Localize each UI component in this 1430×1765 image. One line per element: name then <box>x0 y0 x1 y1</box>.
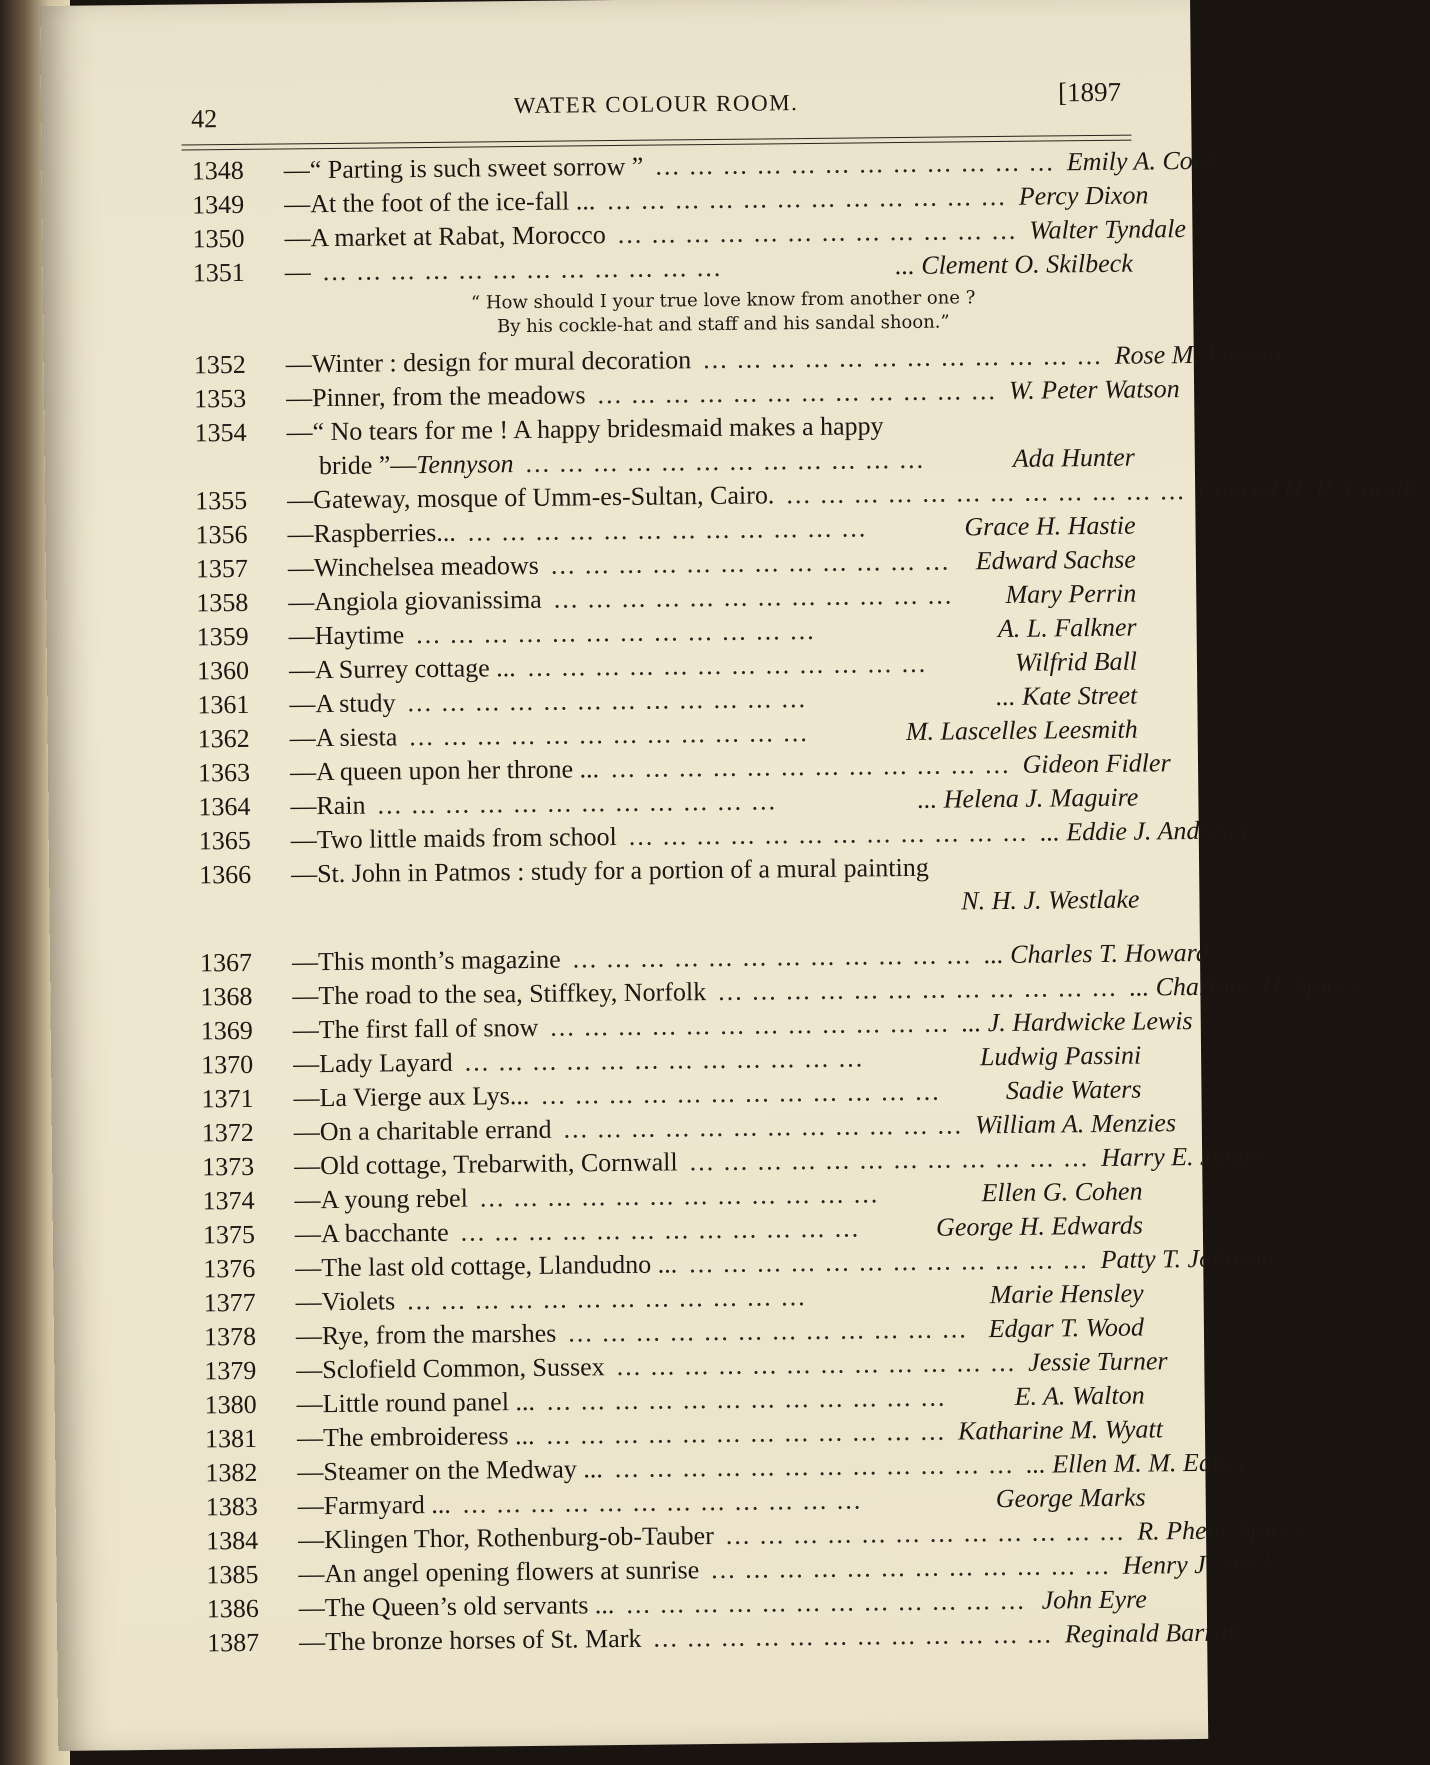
entry-number: 1377 <box>203 1287 256 1318</box>
entry-number: 1381 <box>204 1423 258 1454</box>
entry-number: 1356 <box>195 519 248 550</box>
entry-artist: ... Kate Street <box>995 680 1138 712</box>
entry-artist: W. Peter Watson <box>1008 374 1180 405</box>
leader-dots: ... ... ... ... ... ... ... ... ... ... ... ... <box>597 376 998 410</box>
entry-dash: — <box>295 1321 323 1351</box>
entry-number: 1360 <box>196 655 250 686</box>
entry-dash: — <box>293 1083 320 1113</box>
entry-title: Two little maids from school <box>316 822 617 855</box>
entry-number: 1366 <box>198 859 252 890</box>
entry-dash: — <box>297 1525 325 1555</box>
entry-artist: Reginald Barratt <box>1064 1617 1242 1649</box>
quotation-line: By his cockle-hat and staff and his sandal shoon.” <box>497 311 950 338</box>
entry-artist: Conrad H. R. Carelli <box>1197 473 1418 505</box>
entry-number: 1352 <box>193 349 246 380</box>
leader-dots: ... ... ... ... ... ... ... ... ... ... ... ... <box>409 718 809 752</box>
entry-title: Pinner, from the meadows <box>311 380 586 413</box>
entry-number: 1373 <box>202 1151 255 1182</box>
entry-artist: E. A. Walton <box>1014 1380 1145 1411</box>
leader-dots: ... ... ... ... ... ... ... ... ... ... ... ... <box>653 1619 1054 1653</box>
leader-dots: ... ... ... ... ... ... ... ... ... ... ... ... <box>407 684 808 718</box>
entry-title: At the foot of the ice-fall ... <box>309 186 596 219</box>
entry-title: The road to the sea, Stiffkey, Norfolk <box>318 977 707 1011</box>
catalogue-entry <box>194 407 1135 485</box>
entry-dash: — <box>285 383 313 413</box>
entry-number: 1375 <box>202 1219 256 1250</box>
entry-dash: — <box>287 553 315 583</box>
leader-dots: ... ... ... ... ... ... ... ... ... ... ... ... <box>460 1213 861 1247</box>
entry-number: 1368 <box>200 981 253 1012</box>
entry-title: Little round panel ... <box>322 1386 536 1419</box>
entry-dash: — <box>286 417 313 447</box>
entry-artist: ... Ellen M. M. Eaton <box>1026 1447 1246 1479</box>
entry-dash: — <box>290 825 317 855</box>
page-header <box>181 76 1131 134</box>
leader-dots: ... ... ... ... ... ... ... ... ... ... ... ... <box>322 252 723 287</box>
entry-title: Winter : design for mural decoration <box>311 345 692 379</box>
entry-title: Violets <box>321 1286 396 1317</box>
entry-title: A young rebel <box>320 1183 469 1215</box>
entry-number: 1354 <box>194 417 247 448</box>
entry-dash: — <box>296 1423 324 1453</box>
entry-number: 1353 <box>194 383 247 414</box>
leader-dots: ... ... ... ... ... ... ... ... ... ... ... ... <box>553 580 954 614</box>
catalogue-page <box>40 0 1418 1751</box>
leader-dots: ... ... ... ... ... ... ... ... ... ... ... ... <box>541 1076 941 1110</box>
entry-title: The last old cottage, Llandudno ... <box>321 1249 678 1283</box>
entry-number: 1349 <box>191 189 245 220</box>
year-label: [1897 <box>1057 76 1122 108</box>
entry-title: Winchelsea meadows <box>313 550 540 583</box>
entry-dash: — <box>296 1389 323 1419</box>
entry-artist: Ludwig Passini <box>979 1040 1142 1072</box>
entry-dash: — <box>290 859 318 889</box>
entry-artist: Jessie Turner <box>1028 1346 1168 1377</box>
entry-number: 1376 <box>203 1253 256 1284</box>
entry-number: 1359 <box>196 621 249 652</box>
entry-title: Klingen Thor, Rothenburg-ob-Tauber <box>323 1521 714 1555</box>
entry-title: The first fall of snow <box>318 1012 539 1045</box>
leader-dots: ... ... ... ... ... ... ... ... ... ... ... ... <box>525 444 926 478</box>
entry-title: A queen upon her throne ... <box>315 754 600 787</box>
entry-group <box>191 145 1218 291</box>
leader-dots: ... ... ... ... ... ... ... ... ... ... ... ... <box>786 476 1186 510</box>
entry-number: 1361 <box>197 689 250 720</box>
entry-title: Angiola giovanissima <box>314 584 542 617</box>
entry-dash: — <box>299 1627 326 1657</box>
leader-dots: ... ... ... ... ... ... ... ... ... ... ... ... <box>610 749 1011 784</box>
entry-artist: A. L. Falkner <box>997 612 1137 644</box>
entry-title: A bacchante <box>320 1217 449 1249</box>
leader-dots: ... ... ... ... ... ... ... ... ... ... ... ... <box>725 1516 1126 1550</box>
entry-dash: — <box>297 1491 324 1521</box>
entry-artist: Harry E. James <box>1100 1141 1266 1172</box>
catalogue-entry <box>199 849 1140 927</box>
entry-title: Rain <box>316 790 366 821</box>
entry-title: La Vierge aux Lys... <box>319 1080 530 1113</box>
entry-artist: Gideon Fidler <box>1022 748 1171 779</box>
entry-dash: — <box>292 1049 320 1079</box>
entry-title: An angel opening flowers at sunrise <box>324 1555 700 1589</box>
leader-dots: ... ... ... ... ... ... ... ... ... ... ... ... <box>568 1314 968 1348</box>
entry-number: 1382 <box>205 1457 258 1488</box>
entry-artist: M. Lascelles Leesmith <box>905 714 1138 746</box>
entry-number: 1365 <box>198 825 251 856</box>
entry-title: The Queen’s old servants ... <box>324 1590 615 1623</box>
leader-dots: ... ... ... ... ... ... ... ... ... ... ... ... <box>628 817 1029 851</box>
entry-artist: George H. Edwards <box>935 1210 1144 1242</box>
entry-dash: — <box>287 485 314 515</box>
entry-title: A study <box>315 688 396 719</box>
entry-dash: — <box>298 1559 325 1589</box>
entry-dash: — <box>285 349 312 379</box>
entry-title: On a charitable errand <box>319 1114 552 1147</box>
entry-dash: — <box>291 947 319 977</box>
entry-artist: Henry J. Stock <box>1122 1549 1276 1580</box>
entry-title: Gateway, mosque of Umm-es-Sultan, Cairo. <box>313 480 775 515</box>
entry-artist: Emily A. Cook <box>1066 145 1218 177</box>
entry-title-continued: bride ”— <box>318 450 417 481</box>
leader-dots: ... ... ... ... ... ... ... ... ... ... ... ... <box>550 546 951 580</box>
entry-dash: — <box>296 1355 323 1385</box>
leader-dots: ... ... ... ... ... ... ... ... ... ... ... ... <box>607 181 1007 216</box>
entry-dash: — <box>288 587 315 617</box>
leader-dots: ... ... ... ... ... ... ... ... ... ... ... ... <box>655 147 1055 181</box>
entry-dash: — <box>293 1117 320 1147</box>
entry-dash: — <box>297 1457 324 1487</box>
entry-dash: — <box>294 1151 321 1181</box>
leader-dots: ... ... ... ... ... ... ... ... ... ... ... ... <box>464 1043 865 1077</box>
entry-artist: Sadie Waters <box>1005 1074 1142 1105</box>
leader-dots: ... ... ... ... ... ... ... ... ... ... ... ... <box>377 786 778 820</box>
entry-artist: ... Clement O. Skilbeck <box>895 248 1133 281</box>
entry-artist: R. Phené Spiers <box>1137 1514 1303 1546</box>
entry-artist: Wilfrid Ball <box>1014 646 1138 677</box>
entry-artist: Marie Hensley <box>989 1278 1144 1310</box>
entry-dash: — <box>288 621 315 651</box>
entry-artist: Ada Hunter <box>1012 442 1135 473</box>
entry-artist: ... Helena J. Maguire <box>917 782 1139 814</box>
entry-dash: — <box>292 981 319 1011</box>
leader-dots: ... ... ... ... ... ... ... ... ... ... ... ... <box>626 1585 1026 1619</box>
entry-title: St. John in Patmos : study for a portion of a mural painting <box>316 852 929 889</box>
entry-dash: — <box>288 655 316 685</box>
entry-title: Sclofield Common, Sussex <box>322 1352 605 1385</box>
leader-dots: ... ... ... ... ... ... ... ... ... ... ... ... <box>572 940 973 974</box>
leader-dots: ... ... ... ... ... ... ... ... ... ... ... ... <box>703 340 1103 375</box>
entry-number: 1387 <box>207 1627 260 1658</box>
leader-dots: ... ... ... ... ... ... ... ... ... ... ... ... <box>689 1245 1089 1279</box>
entry-title: Old cottage, Trebarwith, Cornwall <box>320 1147 678 1181</box>
entry-dash: — <box>283 155 310 185</box>
entry-title: Steamer on the Medway ... <box>323 1454 603 1487</box>
entry-artist: Edward Sachse <box>975 544 1137 576</box>
leader-dots: ... ... ... ... ... ... ... ... ... ... ... ... <box>617 215 1018 249</box>
entry-number: 1357 <box>195 553 249 584</box>
entry-number: 1369 <box>200 1015 253 1046</box>
entry-title: A siesta <box>315 722 398 753</box>
entry-number: 1362 <box>197 723 250 754</box>
entry-number: 1374 <box>202 1185 255 1216</box>
entry-artist: Patty T. Johnson <box>1100 1243 1275 1274</box>
leader-dots: ... ... ... ... ... ... ... ... ... ... ... ... <box>563 1110 964 1144</box>
entry-dash: — <box>295 1253 322 1283</box>
entry-number: 1367 <box>199 947 253 978</box>
entry-number: 1351 <box>192 257 245 288</box>
entry-artist: ... Eddie J. Andrews <box>1040 815 1248 847</box>
entry-title: A Surrey cottage ... <box>314 653 516 685</box>
entry-group <box>193 338 1286 417</box>
entry-artist: Katharine M. Wyatt <box>957 1414 1164 1446</box>
leader-dots: ... ... ... ... ... ... ... ... ... ... ... ... <box>416 615 816 650</box>
entry-number: 1350 <box>192 223 245 254</box>
leader-dots: ... ... ... ... ... ... ... ... ... ... ... ... <box>546 1416 947 1450</box>
entry-dash: — <box>295 1287 322 1317</box>
entry-artist: N. H. J. Westlake <box>961 884 1140 916</box>
entry-title: The bronze horses of St. Mark <box>325 1623 642 1657</box>
entry-number: 1378 <box>203 1321 257 1352</box>
entry-number: 1358 <box>196 587 249 618</box>
page-number: 42 <box>191 104 218 134</box>
entry-dash: — <box>284 223 311 253</box>
entry-title: Farmyard ... <box>323 1489 451 1521</box>
entry-title: Rye, from the marshes <box>321 1318 557 1351</box>
entry-dash: — <box>289 689 316 719</box>
leader-dots: ... ... ... ... ... ... ... ... ... ... ... ... <box>527 648 928 682</box>
leader-dots: ... ... ... ... ... ... ... ... ... ... ... ... <box>546 1382 947 1416</box>
entry-number: 1348 <box>191 155 244 186</box>
entry-dash: — <box>289 723 316 753</box>
entry-dash: — <box>294 1185 321 1215</box>
entry-title: The embroideress ... <box>322 1420 535 1453</box>
entry-title: This month’s magazine <box>317 944 561 977</box>
entry-number: 1355 <box>195 485 248 516</box>
entry-dash: — <box>289 757 317 787</box>
entry-artist: Walter Tyndale <box>1029 214 1187 245</box>
entry-number: 1385 <box>206 1559 259 1590</box>
entry-artist: ... Charles T. Howard <box>983 937 1209 970</box>
entry-number: 1386 <box>206 1593 259 1624</box>
entry-title: “ No tears for me ! A happy bridesmaid makes a happy <box>312 411 884 447</box>
entry-artist: Rose M. Livesay <box>1114 338 1286 370</box>
leader-dots: ... ... ... ... ... ... ... ... ... ... ... ... <box>407 1282 807 1316</box>
leader-dots: ... ... ... ... ... ... ... ... ... ... ... ... <box>479 1179 880 1213</box>
leader-dots: ... ... ... ... ... ... ... ... ... ... ... ... <box>462 1485 863 1519</box>
leader-dots: ... ... ... ... ... ... ... ... ... ... ... ... <box>616 1347 1017 1382</box>
leader-dots: ... ... ... ... ... ... ... ... ... ... ... ... <box>711 1550 1111 1585</box>
leader-dots: ... ... ... ... ... ... ... ... ... ... ... ... <box>717 972 1118 1006</box>
leader-dots: ... ... ... ... ... ... ... ... ... ... ... ... <box>467 513 868 547</box>
entry-artist: Percy Dixon <box>1018 180 1149 211</box>
entry-number: 1370 <box>200 1049 254 1080</box>
entry-dash: — <box>292 1015 319 1045</box>
entry-group <box>195 473 1418 859</box>
entry-artist: ... J. Hardwicke Lewis <box>961 1006 1193 1038</box>
entry-artist: John Eyre <box>1041 1584 1147 1615</box>
entry-title: Raspberries... <box>313 517 456 549</box>
entry-number: 1379 <box>204 1355 257 1386</box>
entry-title: Haytime <box>314 620 405 651</box>
entry-title: Lady Layard <box>318 1047 453 1079</box>
entry-title-author: Tennyson <box>416 449 514 480</box>
leader-dots: ... ... ... ... ... ... ... ... ... ... ... ... <box>550 1008 950 1042</box>
quotation <box>193 281 1134 349</box>
entry-dash: — <box>283 189 311 219</box>
entry-group <box>199 937 1359 1661</box>
running-title: WATER COLOUR ROOM. <box>513 90 799 119</box>
entry-title: A market at Rabat, Morocco <box>310 220 606 253</box>
quotation-line: “ How should I your true love know from another one ? <box>470 287 976 314</box>
entry-title: “ Parting is such sweet sorrow ” <box>309 151 644 185</box>
entry-dash: — <box>290 791 317 821</box>
leader-dots: ... ... ... ... ... ... ... ... ... ... ... ... <box>614 1449 1015 1484</box>
entry-number: 1364 <box>198 791 251 822</box>
entry-artist: ... Charlotte H. Spiers <box>1129 970 1359 1002</box>
entry-artist: Ellen G. Cohen <box>981 1176 1143 1208</box>
entry-number: 1380 <box>204 1389 257 1420</box>
entry-number: 1383 <box>205 1491 258 1522</box>
entry-number: 1384 <box>205 1525 259 1556</box>
entry-dash: — <box>287 519 314 549</box>
entry-artist: Edgar T. Wood <box>988 1312 1145 1344</box>
entry-artist: Mary Perrin <box>1005 578 1137 609</box>
entry-number: 1371 <box>201 1083 254 1114</box>
entry-dash: — <box>294 1219 322 1249</box>
entry-artist: Grace H. Hastie <box>964 510 1136 542</box>
entry-dash: — <box>284 257 311 287</box>
entry-number: 1363 <box>197 757 251 788</box>
leader-dots: ... ... ... ... ... ... ... ... ... ... ... ... <box>689 1143 1090 1177</box>
entry-number: 1372 <box>201 1117 254 1148</box>
entry-artist: William A. Menzies <box>974 1108 1177 1140</box>
entry-artist: George Marks <box>995 1482 1146 1514</box>
catalogue-entries <box>191 145 1418 1661</box>
entry-dash: — <box>298 1593 325 1623</box>
